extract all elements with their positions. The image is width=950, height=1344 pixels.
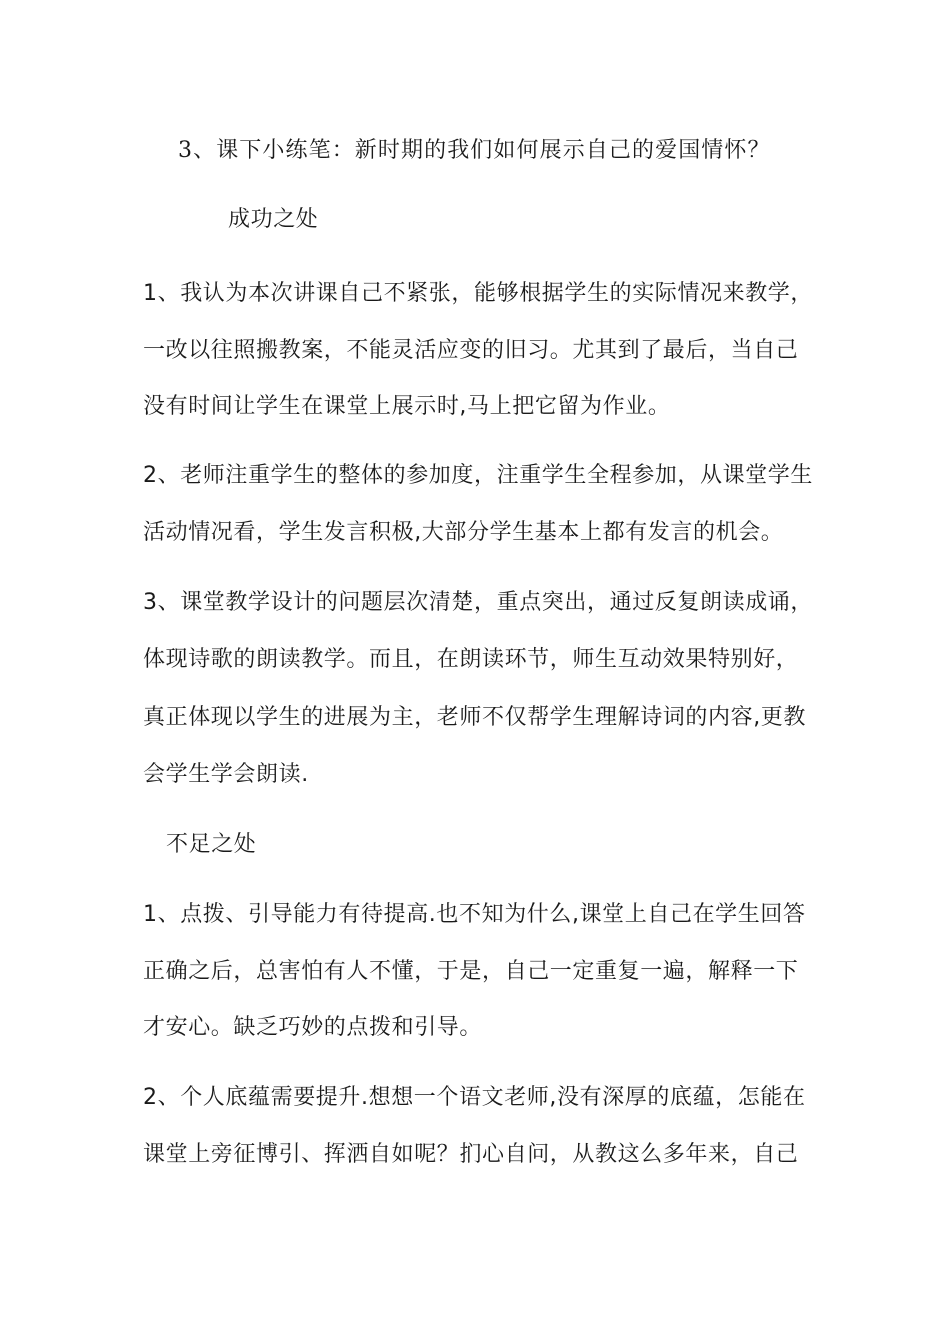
strength-3-line-4: 会学生学会朗读. xyxy=(143,762,309,787)
strength-2-line-2: 活动情况看，学生发言积极,大部分学生基本上都有发言的机会。 xyxy=(143,520,784,545)
strength-1-line-3-end: 时,马上把它留为作业。 xyxy=(436,394,671,419)
strength-1-line-2: 一改以往照搬教案，不能灵活应变的旧习。尤其到了最后，当自己 xyxy=(143,338,799,363)
weakness-2-line-1: 2、个人底蕴需要提升.想想一个语文老师,没有深厚的底蕴，怎能在 xyxy=(143,1085,806,1110)
strength-1-line-1: 1、我认为本次讲课自己不紧张，能够根据学生的实际情况来教学， xyxy=(143,281,813,306)
exercise-line: 3、课下小练笔：新时期的我们如何展示自己的爱国情怀？ xyxy=(178,138,771,163)
strength-3-line-3: 真正体现以学生的进展为主，老师不仅帮学生理解诗词的内容,更教 xyxy=(143,705,806,730)
strength-3-line-2: 体现诗歌的朗读教学。而且，在朗读环节，师生互动效果特别好， xyxy=(143,647,799,672)
weaknesses-heading: 不足之处 xyxy=(166,832,257,857)
weakness-1-line-2: 正确之后，总害怕有人不懂，于是，自己一定重复一遍，解释一下 xyxy=(143,959,799,984)
strength-1-line-3-serif: 上展示 xyxy=(369,394,437,419)
strengths-heading: 成功之处 xyxy=(228,207,319,232)
weakness-2-line-2: 课堂上旁征博引、挥洒自如呢？扪心自问，从教这么多年来，自己 xyxy=(143,1142,799,1167)
strength-1-line-3 xyxy=(143,392,670,422)
weakness-1-line-3: 才安心。缺乏巧妙的点拨和引导。 xyxy=(143,1015,483,1040)
strength-1-line-3-start: 没有时间让学生在课堂 xyxy=(143,394,370,419)
weakness-1-line-1: 1、点拨、引导能力有待提高.也不知为什么,课堂上自己在学生回答 xyxy=(143,902,806,927)
strength-2-line-1: 2、老师注重学生的整体的参加度，注重学生全程参加，从课堂学生 xyxy=(143,463,813,488)
strength-3-line-1: 3、课堂教学设计的问题层次清楚，重点突出，通过反复朗读成诵， xyxy=(143,590,813,615)
